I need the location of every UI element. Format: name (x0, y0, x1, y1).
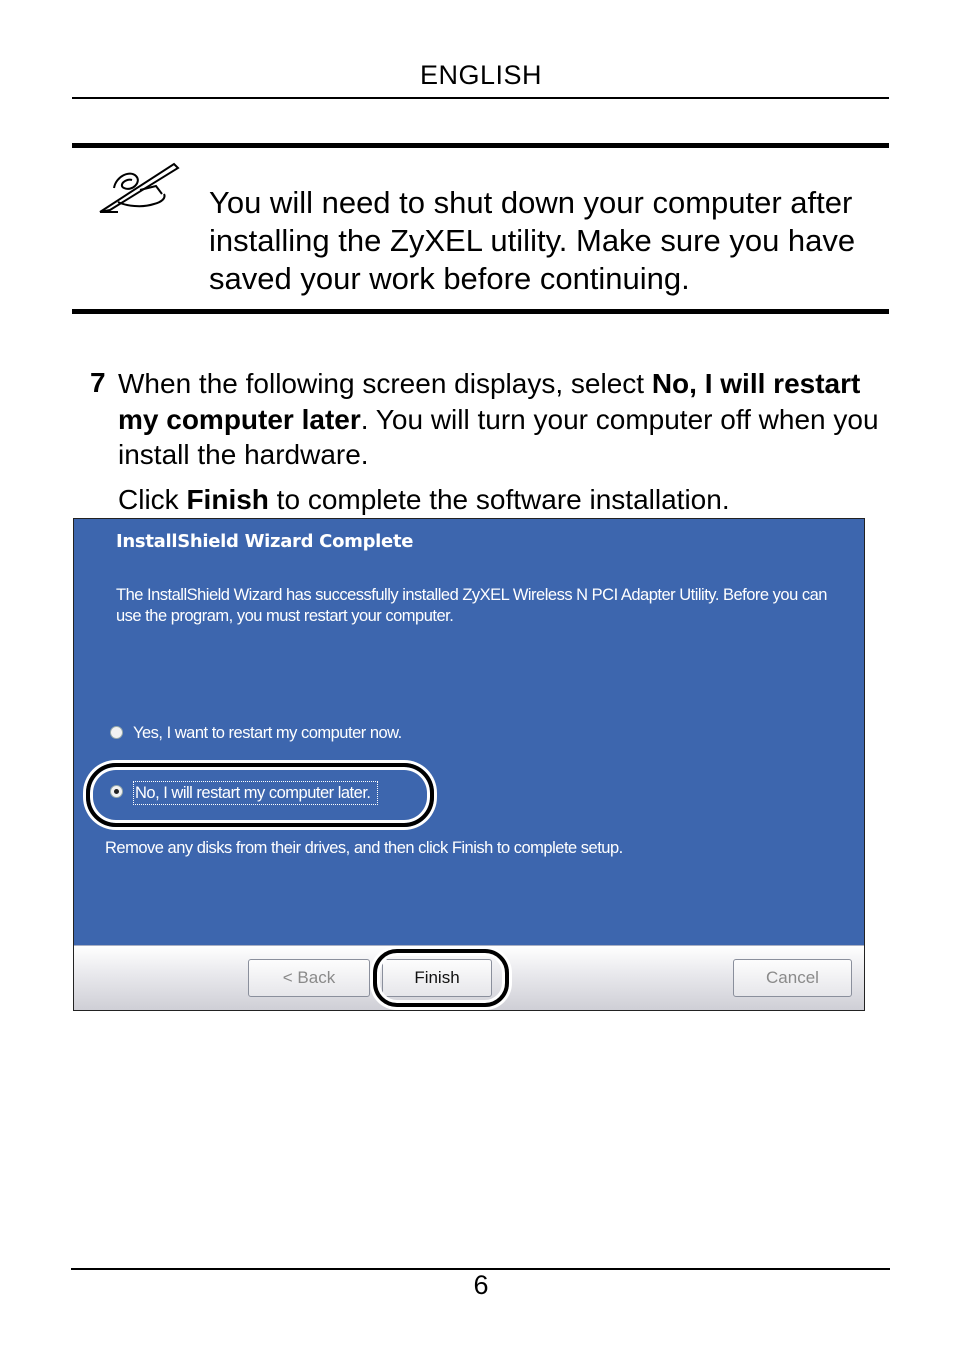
wizard-screenshot (73, 518, 865, 1011)
radio-restart-later-label[interactable]: No, I will restart my computer later. (133, 781, 378, 805)
cancel-button[interactable]: Cancel (733, 959, 852, 997)
step-instruction: When the following screen displays, select No, I will restart my computer later. You will turn your computer off when you install the hardware. (118, 368, 879, 470)
step-finish-instruction: Click Finish to complete the software installation. (118, 484, 730, 515)
radio-restart-now-label[interactable]: Yes, I want to restart my computer now. (133, 724, 402, 742)
note-text: You will need to shut down your computer after installing the ZyXEL utility. Make sure you have saved your work before continuing. (209, 185, 856, 296)
step-bold-option: No, I will restart my computer later (118, 368, 861, 435)
callout-highlight-finish (373, 949, 509, 1007)
wizard-instruction: Remove any disks from their drives, and then click Finish to complete setup. (105, 839, 623, 857)
page-number: 6 (473, 1270, 489, 1300)
wizard-panel (74, 519, 864, 945)
finish-button[interactable]: Finish (382, 959, 492, 997)
radio-restart-now[interactable] (110, 726, 123, 739)
wizard-title: InstallShield Wizard Complete (116, 531, 414, 552)
pen-note-icon (96, 158, 186, 220)
wizard-description: The InstallShield Wizard has successfully installed ZyXEL Wireless N PCI Adapter Utility. Before you can use the program, you must restart your computer. (116, 586, 827, 625)
note-bottom-rule (72, 309, 889, 314)
step-bold-finish: Finish (186, 484, 269, 515)
radio-restart-later[interactable] (110, 785, 123, 798)
header-divider (72, 97, 889, 99)
step-number: 7 (90, 367, 106, 398)
note-top-rule (72, 143, 889, 148)
back-button[interactable]: < Back (248, 959, 370, 997)
page-header-language: ENGLISH (419, 60, 543, 90)
